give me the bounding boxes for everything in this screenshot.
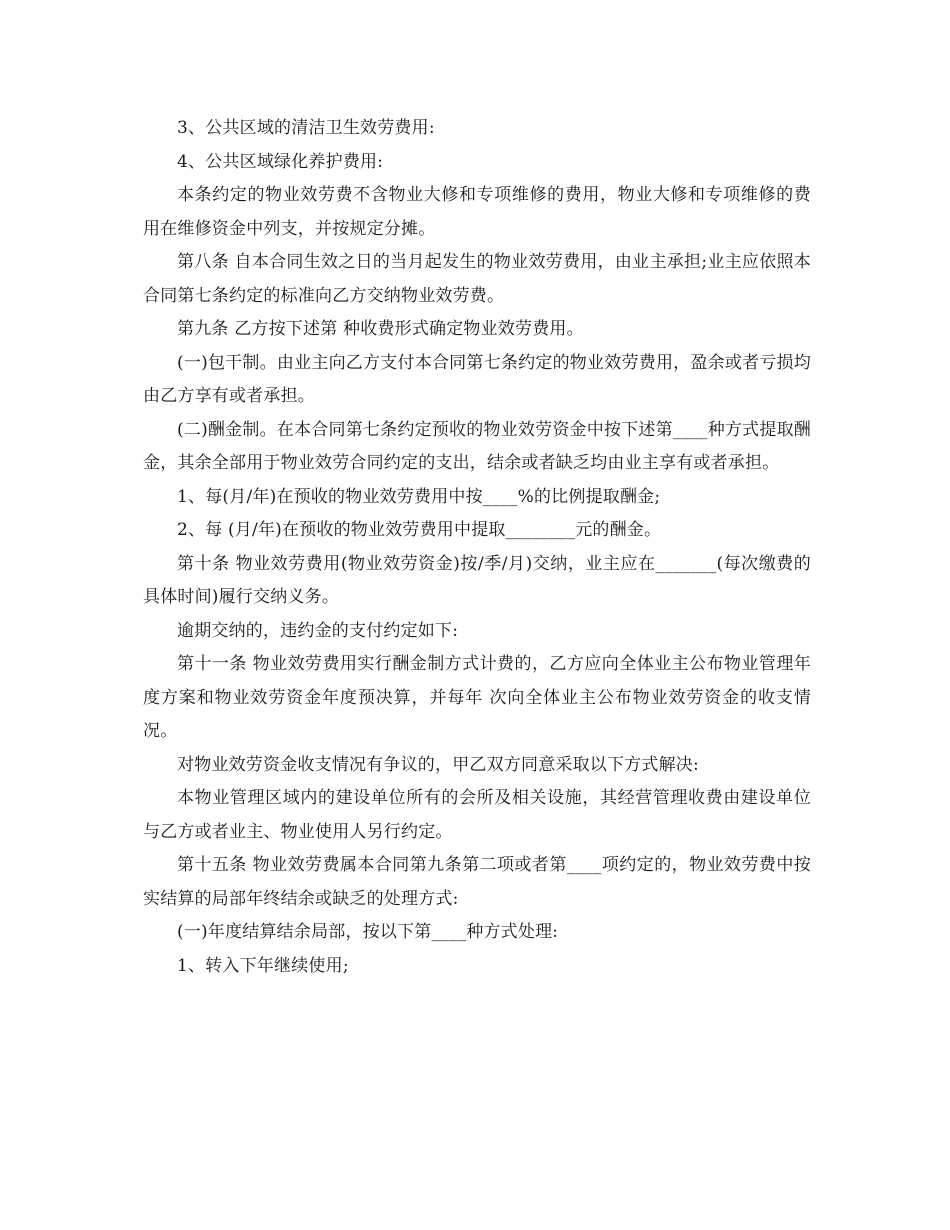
paragraph-article-9: 第九条 乙方按下述第 种收费形式确定物业效劳费用。 bbox=[177, 319, 584, 339]
paragraph-commission-fixed: 2、每 (月/年)在预收的物业效劳费用中提取________元的酬金。 bbox=[177, 520, 662, 540]
paragraph-annual-surplus: (一)年度结算结余局部，按以下第____种方式处理: bbox=[177, 922, 559, 942]
paragraph-commission-system: (二)酬金制。在本合同第七条约定预收的物业效劳资金中按下述第____种方式提取酬金，其余全部用于物业效劳合同约定的支出，结余或者缺乏均由业主享有或者承担。 bbox=[143, 419, 811, 473]
paragraph-dispute-resolution: 对物业效劳资金收支情况有争议的，甲乙双方同意采取以下方式解决: bbox=[177, 754, 699, 775]
paragraph-item-public-cleaning-fee: 3、公共区域的清洁卫生效劳费用: bbox=[177, 118, 435, 138]
paragraph-commission-ratio: 1、每(月/年)在预收的物业效劳费用中按____%的比例提取酬金; bbox=[177, 486, 661, 507]
paragraph-item-greening-fee: 4、公共区域绿化养护费用: bbox=[177, 151, 384, 172]
paragraph-lump-sum-system: (一)包干制。由业主向乙方支付本合同第七条约定的物业效劳费用，盈余或者亏损均由乙方享有或者承担。 bbox=[143, 352, 811, 406]
paragraph-clubhouse-fees: 本物业管理区域内的建设单位所有的会所及相关设施，其经营管理收费由建设单位与乙方或者业主、物业使用人另行约定。 bbox=[143, 788, 811, 842]
paragraph-carry-forward: 1、转入下年继续使用; bbox=[177, 955, 349, 976]
paragraph-late-payment: 逾期交纳的，违约金的支付约定如下: bbox=[177, 620, 459, 641]
paragraph-article-11: 第十一条 物业效劳费用实行酬金制方式计费的，乙方应向全体业主公布物业管理年度方案和物业效劳资金年度预决算，并每年 次向全体业主公布物业效劳资金的收支情况。 bbox=[143, 654, 811, 741]
paragraph-article-15: 第十五条 物业效劳费属本合同第九条第二项或者第____项约定的，物业效劳费中按实结算的局部年终结余或缺乏的处理方式: bbox=[143, 855, 811, 909]
paragraph-major-repair-note: 本条约定的物业效劳费不含物业大修和专项维修的费用，物业大修和专项维修的费用在维修资金中列支，并按规定分摊。 bbox=[143, 185, 811, 239]
paragraph-article-10: 第十条 物业效劳费用(物业效劳资金)按/季/月)交纳，业主应在_______(每次缴费的具体时间)履行交纳义务。 bbox=[143, 553, 811, 607]
document-body bbox=[143, 112, 811, 983]
paragraph-article-8: 第八条 自本合同生效之日的当月起发生的物业效劳费用，由业主承担;业主应依照本合同第七条约定的标准向乙方交纳物业效劳费。 bbox=[143, 252, 811, 306]
